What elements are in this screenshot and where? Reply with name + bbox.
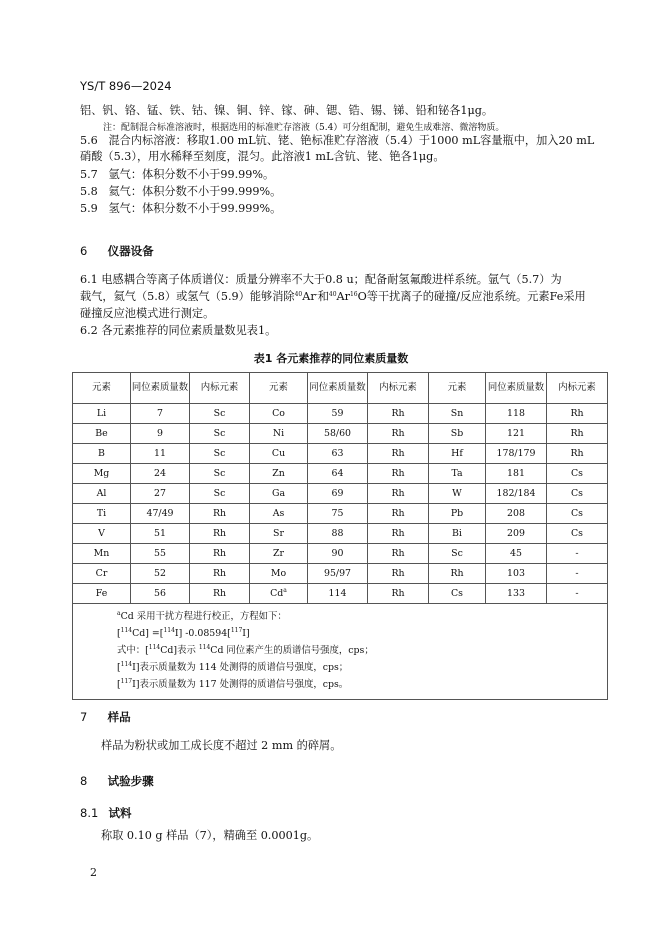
cell-value: Rh — [212, 528, 227, 539]
cell-value: V — [98, 528, 105, 539]
section-title: 样品 — [107, 710, 131, 724]
cell-value: 59 — [331, 408, 344, 419]
clause-text: 氦气：体积分数不小于99.999%。 — [108, 185, 282, 198]
clause-number: 8.1 — [80, 806, 99, 820]
table-cell — [368, 564, 429, 584]
cell-value: Cu — [271, 448, 286, 459]
continued-line: 铝、钒、铬、锰、铁、钴、镍、铜、锌、镓、砷、锶、锆、锡、锑、铅和铋各1μg。 — [80, 104, 494, 117]
cell-value: Ni — [272, 428, 285, 439]
cell-value: 208 — [507, 508, 525, 519]
clause-6-1-line3: 碰撞反应池模式进行测定。 — [80, 307, 215, 320]
table-cell — [547, 584, 608, 604]
cell-value: Li — [96, 408, 107, 419]
cell-value: 45 — [510, 548, 522, 559]
table-caption: 表1 各元素推荐的同位素质量数 — [253, 352, 409, 365]
table-cell — [368, 524, 429, 544]
table-cell — [547, 424, 608, 444]
page-number: 2 — [90, 866, 97, 879]
table-cell — [486, 444, 547, 464]
clause-6-1-line1: 6.1 电感耦合等离子体质谱仪：质量分辨率不大于0.8 u；配备耐氢氟酸进样系统。氩气（5.7）为 — [80, 273, 562, 286]
column-header: 同位素质量数 — [131, 373, 190, 404]
cell-value: 88 — [331, 528, 344, 539]
section-title: 试验步骤 — [107, 774, 154, 788]
column-header: 内标元素 — [547, 373, 608, 404]
table-row — [73, 504, 608, 524]
table-cell — [308, 524, 368, 544]
column-header: 元素 — [429, 373, 486, 404]
clause-text: 氩气：体积分数不小于99.99%。 — [108, 168, 275, 181]
cell-value: Cs — [571, 468, 583, 479]
document-id: YS/T 896—2024 — [80, 79, 172, 93]
table-cell — [73, 404, 131, 424]
cell-value: Rh — [391, 488, 405, 499]
cell-value: 64 — [331, 468, 344, 479]
table-cell — [368, 464, 429, 484]
cell-value: 58/60 — [323, 428, 352, 439]
cell-value: 11 — [154, 448, 166, 459]
table-cell — [308, 484, 368, 504]
cell-value: Rh — [570, 408, 584, 419]
column-header: 元素 — [73, 373, 131, 404]
table-cell — [486, 424, 547, 444]
cell-value: 63 — [331, 448, 344, 459]
footnote-line: 式中：[$^{114}$Cd]表示 $^{114}$Cd 同位素产生的质谱信号强度，cps； — [117, 644, 374, 656]
cell-value: Rh — [212, 568, 227, 579]
clause-text: 氢气：体积分数不小于99.999%。 — [108, 202, 282, 215]
table-cell — [131, 404, 190, 424]
table-cell — [429, 444, 486, 464]
cell-value: 181 — [507, 468, 525, 479]
clause-title: 试料 — [108, 806, 132, 820]
cell-value: Cs — [451, 588, 463, 599]
table-cell — [368, 484, 429, 504]
table-cell — [73, 584, 131, 604]
footnote-line: [$^{117}$I]表示质量数为 117 处测得的质谱信号强度，cps。 — [117, 678, 349, 690]
clause-5-6-line2: 硝酸（5.3），用水稀释至刻度，混匀。此溶液1 mL含钪、铑、铯各1μg。 — [80, 150, 445, 163]
table-cell — [250, 424, 308, 444]
table-cell — [486, 524, 547, 544]
cell-value: Rh — [391, 588, 405, 599]
cell-value: 69 — [331, 488, 344, 499]
table-cell — [368, 404, 429, 424]
table-cell — [131, 484, 190, 504]
cell-value: Rh — [212, 548, 227, 559]
cell-value: 178/179 — [496, 448, 536, 459]
table-cell — [131, 464, 190, 484]
cell-value: Sc — [213, 408, 226, 419]
table-cell — [250, 444, 308, 464]
table-cell — [547, 464, 608, 484]
cell-value: Sc — [213, 488, 226, 499]
table-cell — [190, 464, 250, 484]
table-cell — [429, 504, 486, 524]
table-cell — [429, 464, 486, 484]
clause-text: 混合内标溶液：移取1.00 mL钪、铑、铯标准贮存溶液（5.4）于1000 mL容量瓶中，加入20 mL — [108, 134, 595, 147]
table-cell — [131, 424, 190, 444]
cell-value: 121 — [507, 428, 525, 439]
table-cell — [486, 564, 547, 584]
cell-value: 24 — [154, 468, 166, 479]
table-cell — [250, 544, 308, 564]
cell-value: 90 — [331, 548, 344, 559]
table-cell — [190, 444, 250, 464]
table-cell — [73, 424, 131, 444]
table-row — [73, 544, 608, 564]
table-cell — [190, 564, 250, 584]
cell-value: 27 — [154, 488, 166, 499]
cell-value: Rh — [391, 428, 405, 439]
cell-value: 9 — [157, 428, 163, 439]
cell-value: Sn — [450, 408, 464, 419]
cell-value: Cs — [571, 528, 583, 539]
table-cell — [190, 584, 250, 604]
table-cell — [73, 464, 131, 484]
cell-value: Bi — [452, 528, 462, 539]
table-cell — [250, 524, 308, 544]
cell-value: Rh — [391, 448, 405, 459]
table-cell — [190, 524, 250, 544]
cell-value: Al — [96, 488, 107, 499]
column-header: 同位素质量数 — [308, 373, 368, 404]
table-cell — [250, 484, 308, 504]
cell-value: Cr — [95, 568, 108, 579]
table-cell — [429, 404, 486, 424]
cell-value: Pb — [450, 508, 464, 519]
table-row — [73, 584, 608, 604]
clause-5-9 — [80, 201, 281, 216]
table-cell — [131, 504, 190, 524]
cell-value: Cs — [571, 488, 583, 499]
table-cell — [486, 464, 547, 484]
table-cell — [547, 564, 608, 584]
cell-value: Sb — [450, 428, 464, 439]
table-cell — [486, 584, 547, 604]
table-cell — [308, 504, 368, 524]
section-7-body: 样品为粉状或加工成长度不超过 2 mm 的碎屑。 — [101, 739, 342, 752]
table-cell — [73, 484, 131, 504]
footnote-line: $^a$Cd 采用干扰方程进行校正，方程如下： — [117, 610, 287, 622]
cell-value: Rh — [212, 588, 227, 599]
table-cell — [368, 424, 429, 444]
clause-6-2: 6.2 各元素推荐的同位素质量数见表1。 — [80, 324, 277, 337]
table-cell — [73, 504, 131, 524]
cell-value: Sc — [213, 468, 226, 479]
cell-value: Ti — [96, 508, 107, 519]
table-cell — [131, 544, 190, 564]
cell-value: 182/184 — [496, 488, 536, 499]
column-header: 内标元素 — [190, 373, 250, 404]
clause-number: 5.6 — [80, 134, 98, 147]
table-cell — [190, 504, 250, 524]
cell-value: Rh — [570, 428, 584, 439]
table-row — [73, 484, 608, 504]
cell-value: Sc — [213, 428, 226, 439]
cell-value: - — [575, 548, 579, 559]
cell-value: 7 — [157, 408, 163, 419]
table-cell — [131, 584, 190, 604]
table-cell — [429, 544, 486, 564]
cell-value: 114 — [328, 588, 347, 599]
table-cell — [190, 424, 250, 444]
table-cell — [250, 404, 308, 424]
cell-value: Rh — [391, 548, 405, 559]
footnote-line: [$^{114}$I]表示质量数为 114 处测得的质谱信号强度，cps； — [117, 661, 349, 673]
section-8-heading — [80, 770, 154, 789]
cell-value: Sr — [273, 528, 284, 539]
table-cell — [308, 444, 368, 464]
table-cell — [547, 444, 608, 464]
cell-value: 52 — [154, 568, 166, 579]
isotope-table — [72, 372, 608, 700]
cell-value: Ta — [451, 468, 463, 479]
table-row — [73, 564, 608, 584]
table-cell — [429, 484, 486, 504]
clause-8-1-body: 称取 0.10 g 样品（7），精确至 0.0001g。 — [101, 829, 319, 842]
table-row — [73, 424, 608, 444]
cell-value: Zr — [273, 548, 284, 559]
cell-value: Rh — [212, 508, 227, 519]
table-cell — [547, 404, 608, 424]
cell-value: Fe — [95, 588, 108, 599]
section-number: 8 — [80, 774, 88, 788]
table-cell — [308, 424, 368, 444]
cell-value: 55 — [154, 548, 166, 559]
cell-value: 95/97 — [323, 568, 352, 579]
clause-5-8 — [80, 184, 281, 199]
clause-number: 5.9 — [80, 202, 98, 215]
table-cell — [486, 504, 547, 524]
cell-value: 133 — [507, 588, 525, 599]
cell-value: Rh — [391, 408, 405, 419]
table-footnote — [73, 604, 608, 700]
table-cell — [486, 544, 547, 564]
table-cell — [547, 504, 608, 524]
cell-value: Rh — [391, 568, 405, 579]
note-line: 注：配制混合标准溶液时，根据选用的标准贮存溶液（5.4）可分组配制，避免生成难溶、微溶物质。 — [103, 123, 505, 133]
table-cell — [547, 544, 608, 564]
table-cell — [429, 584, 486, 604]
cell-value: Rh — [391, 468, 405, 479]
table-cell — [429, 424, 486, 444]
cell-value: - — [575, 568, 579, 579]
cell-value: Rh — [450, 568, 464, 579]
table-cell — [308, 584, 368, 604]
footnote-marker: a — [283, 587, 287, 594]
table-row — [73, 444, 608, 464]
table-row — [73, 464, 608, 484]
cell-value: Ga — [271, 488, 286, 499]
cell-value: Mo — [270, 568, 287, 579]
section-title: 仪器设备 — [107, 244, 154, 258]
cell-value: Mg — [93, 468, 110, 479]
table-cell — [547, 524, 608, 544]
cell-value: Rh — [391, 528, 405, 539]
table-cell — [368, 584, 429, 604]
cell-value: Cs — [571, 508, 583, 519]
table-cell — [486, 404, 547, 424]
cell-value: 51 — [154, 528, 166, 539]
column-header: 元素 — [250, 373, 308, 404]
table-cell — [190, 484, 250, 504]
table-cell — [368, 544, 429, 564]
table-cell — [429, 524, 486, 544]
cell-value: 118 — [507, 408, 525, 419]
table-cell — [308, 464, 368, 484]
table-cell — [73, 524, 131, 544]
cell-value: Sc — [451, 548, 463, 559]
cell-value: B — [98, 448, 105, 459]
clause-8-1-heading — [80, 802, 131, 821]
section-number: 7 — [80, 710, 88, 724]
footnote-line: [$^{114}$Cd] =[$^{114}$I] -0.08594[$^{117}$I] — [117, 627, 250, 639]
section-6-heading — [80, 240, 154, 259]
table-cell — [250, 464, 308, 484]
clause-5-6-line1 — [80, 133, 594, 148]
table-cell — [250, 584, 308, 604]
clause-number: 5.7 — [80, 168, 98, 181]
table-row — [73, 404, 608, 424]
cell-value: Co — [272, 408, 285, 419]
table-cell — [547, 484, 608, 504]
clause-number: 5.8 — [80, 185, 98, 198]
clause-6-1-line2: 载气，氦气（5.8）或氢气（5.9）能够消除$^{40}$Ar-和$^{40}$Ar$^{16}$O等干扰离子的碰撞/反应池系统。元素Fe采用 — [80, 290, 586, 303]
cell-value: Cd — [270, 588, 284, 599]
column-header: 内标元素 — [368, 373, 429, 404]
cell-value: Hf — [451, 448, 463, 459]
cell-value: As — [272, 508, 285, 519]
cell-value: Mn — [93, 548, 110, 559]
cell-value: 47/49 — [146, 508, 174, 519]
table-cell — [131, 524, 190, 544]
table-cell — [308, 404, 368, 424]
table-footnote-row — [73, 604, 608, 700]
table-cell — [429, 564, 486, 584]
clause-5-7 — [80, 167, 274, 182]
table-row — [73, 524, 608, 544]
table-cell — [308, 564, 368, 584]
cell-value: 56 — [154, 588, 166, 599]
cell-value: Be — [95, 428, 108, 439]
cell-value: Rh — [570, 448, 584, 459]
cell-value: W — [452, 488, 462, 499]
table-cell — [190, 404, 250, 424]
cell-value: Sc — [213, 448, 226, 459]
cell-value: 209 — [507, 528, 525, 539]
table-cell — [73, 564, 131, 584]
table-cell — [250, 504, 308, 524]
column-header: 同位素质量数 — [486, 373, 547, 404]
cell-value: - — [575, 588, 579, 599]
table-cell — [308, 544, 368, 564]
table-cell — [250, 564, 308, 584]
cell-value: 103 — [507, 568, 525, 579]
table-cell — [368, 444, 429, 464]
table-cell — [73, 544, 131, 564]
cell-value: Zn — [272, 468, 285, 479]
section-number: 6 — [80, 244, 88, 258]
table-cell — [73, 444, 131, 464]
table-header-row — [73, 373, 608, 404]
cell-value: Rh — [391, 508, 405, 519]
table-cell — [131, 564, 190, 584]
table-cell — [131, 444, 190, 464]
table-cell — [190, 544, 250, 564]
section-7-heading — [80, 706, 131, 725]
table-cell — [368, 504, 429, 524]
table-cell — [486, 484, 547, 504]
cell-value: 75 — [331, 508, 344, 519]
